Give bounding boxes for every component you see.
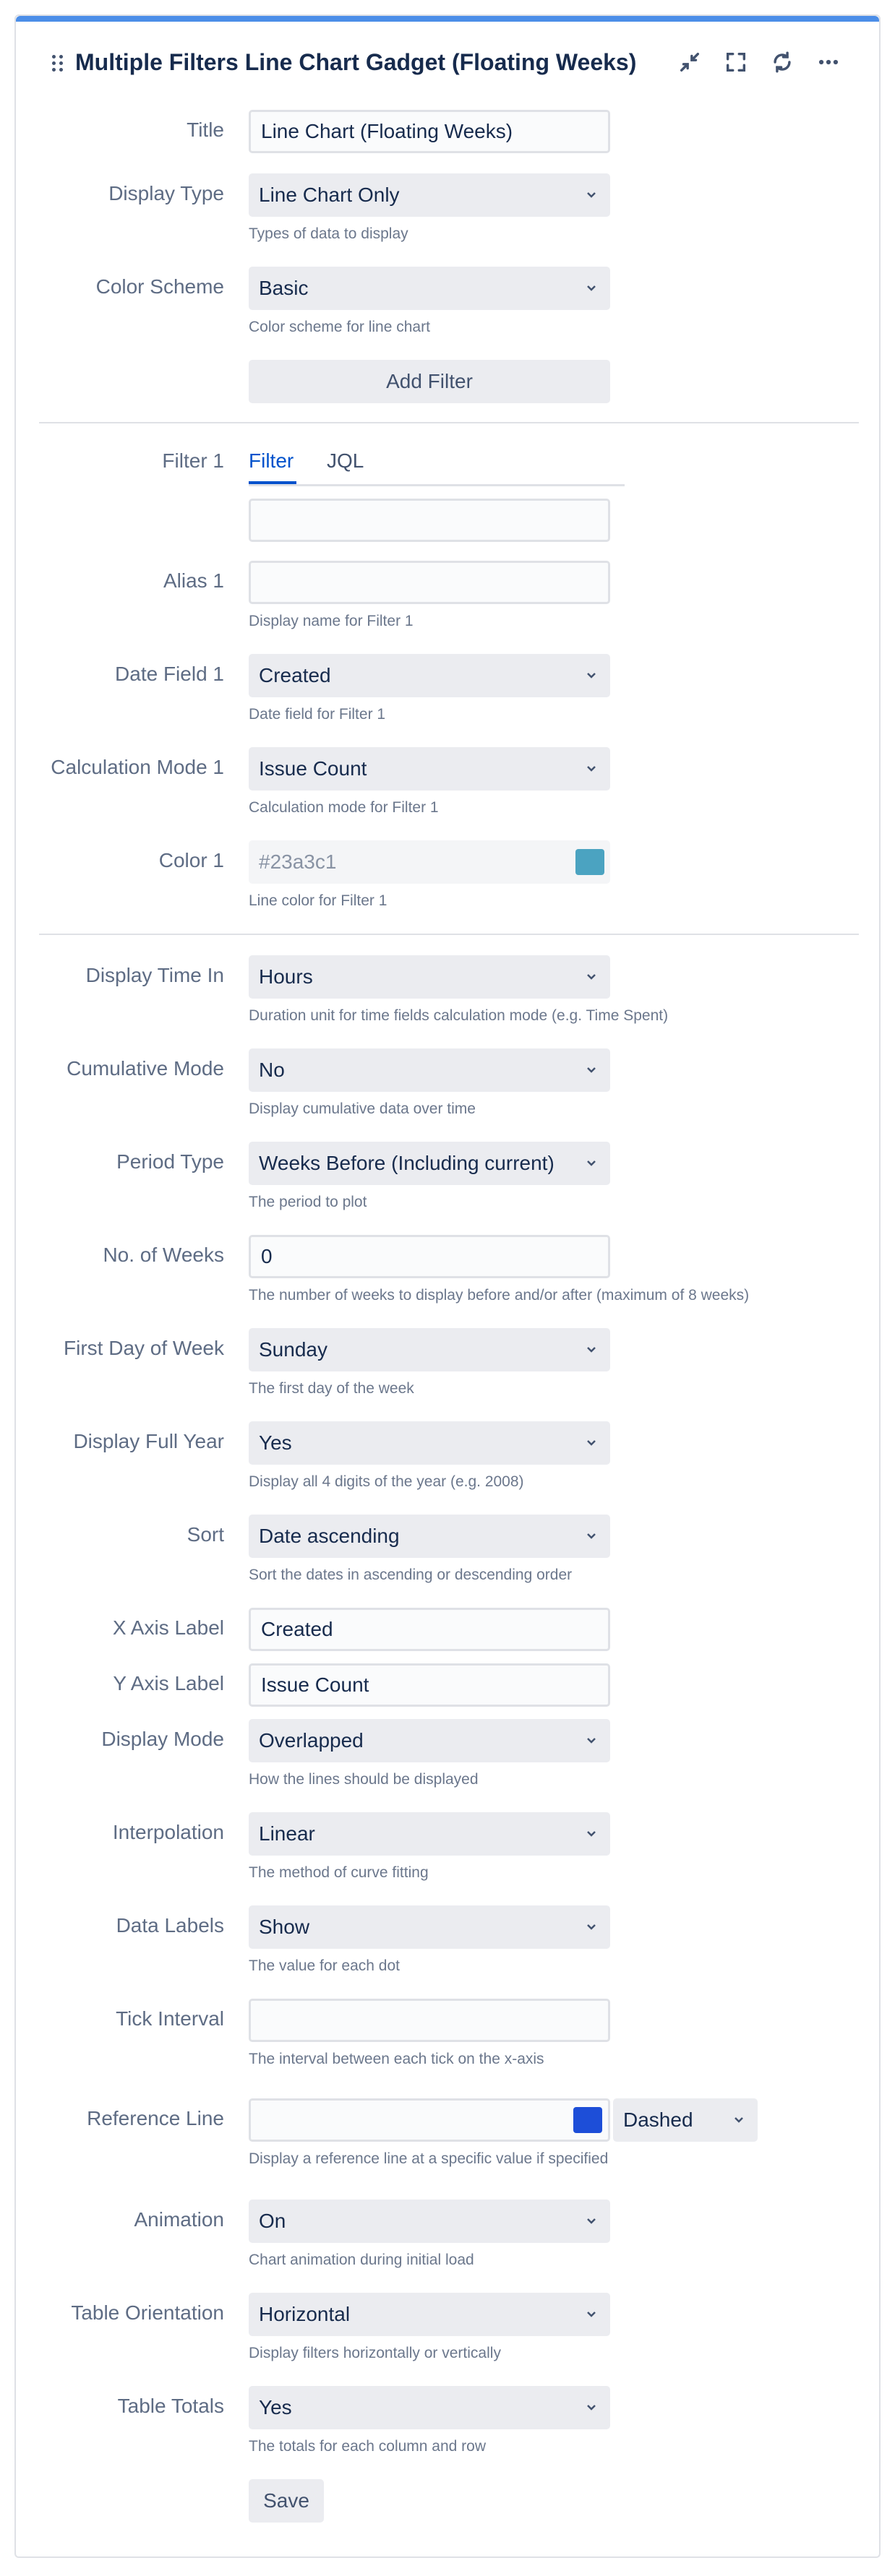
- chevron-down-icon: [584, 1920, 599, 1934]
- gadget-accent-bar: [16, 16, 879, 22]
- drag-handle-icon[interactable]: [51, 53, 67, 72]
- chevron-down-icon: [584, 2214, 599, 2228]
- first-day-label: First Day of Week: [64, 1337, 224, 1359]
- filter1-label: Filter 1: [162, 449, 224, 472]
- add-filter-button[interactable]: Add Filter: [249, 360, 610, 403]
- table-orientation-label: Table Orientation: [71, 2301, 224, 2324]
- filter1-picker-input[interactable]: [249, 499, 610, 542]
- color1-swatch[interactable]: [575, 849, 604, 875]
- chevron-down-icon: [584, 2400, 599, 2415]
- chevron-down-icon: [732, 2113, 746, 2127]
- calc-mode1-help: Calculation mode for Filter 1: [249, 799, 439, 816]
- tab-jql[interactable]: JQL: [327, 449, 364, 472]
- fullscreen-icon[interactable]: [721, 48, 750, 77]
- calc-mode1-label: Calculation Mode 1: [51, 756, 224, 778]
- animation-select[interactable]: [249, 2200, 610, 2243]
- animation-value: On: [259, 2210, 286, 2232]
- chevron-down-icon: [584, 1156, 599, 1171]
- chevron-down-icon: [584, 668, 599, 683]
- x-axis-input[interactable]: Created: [249, 1608, 610, 1651]
- color1-label: Color 1: [158, 849, 224, 871]
- full-year-select[interactable]: [249, 1421, 610, 1465]
- refresh-icon[interactable]: [768, 48, 797, 77]
- cumulative-label: Cumulative Mode: [67, 1057, 224, 1080]
- full-year-value: Yes: [259, 1431, 292, 1454]
- cumulative-help: Display cumulative data over time: [249, 1100, 476, 1117]
- chevron-down-icon: [584, 1343, 599, 1357]
- color1-help: Line color for Filter 1: [249, 892, 387, 909]
- reference-line-label: Reference Line: [87, 2107, 224, 2129]
- active-tab-indicator: [249, 481, 296, 484]
- minimize-icon[interactable]: [675, 48, 704, 77]
- animation-label: Animation: [134, 2208, 224, 2231]
- sort-value: Date ascending: [259, 1525, 400, 1547]
- chevron-down-icon: [584, 1733, 599, 1748]
- display-mode-help: How the lines should be displayed: [249, 1771, 479, 1788]
- period-type-help: The period to plot: [249, 1194, 367, 1210]
- reference-line-color-swatch[interactable]: [573, 2107, 602, 2133]
- tick-interval-help: The interval between each tick on the x-axis: [249, 2051, 544, 2067]
- tick-interval-input[interactable]: [249, 1999, 610, 2042]
- gadget-panel: [14, 14, 881, 2558]
- data-labels-select[interactable]: [249, 1905, 610, 1949]
- title-label: Title: [187, 119, 224, 141]
- first-day-select[interactable]: [249, 1328, 610, 1371]
- y-axis-input[interactable]: Issue Count: [249, 1663, 610, 1707]
- color1-value: #23a3c1: [259, 850, 337, 873]
- more-icon[interactable]: [814, 48, 843, 77]
- data-labels-help: The value for each dot: [249, 1957, 400, 1974]
- chevron-down-icon: [584, 1827, 599, 1841]
- chevron-down-icon: [584, 970, 599, 984]
- chevron-down-icon: [584, 762, 599, 776]
- date-field1-value: Created: [259, 664, 331, 686]
- table-totals-select[interactable]: [249, 2386, 610, 2429]
- data-labels-value: Show: [259, 1916, 310, 1938]
- display-type-label: Display Type: [108, 182, 224, 204]
- calc-mode1-value: Issue Count: [259, 757, 367, 780]
- table-totals-help: The totals for each column and row: [249, 2438, 487, 2455]
- interpolation-value: Linear: [259, 1822, 315, 1845]
- alias1-input[interactable]: [249, 561, 610, 604]
- display-mode-label: Display Mode: [101, 1728, 224, 1750]
- tick-interval-label: Tick Interval: [116, 2007, 224, 2030]
- chevron-down-icon: [584, 1436, 599, 1450]
- display-mode-select[interactable]: [249, 1719, 610, 1762]
- period-type-select[interactable]: [249, 1142, 610, 1185]
- display-time-label: Display Time In: [85, 964, 224, 986]
- sort-help: Sort the dates in ascending or descending order: [249, 1567, 573, 1583]
- display-type-select[interactable]: [249, 173, 610, 217]
- display-mode-value: Overlapped: [259, 1729, 364, 1752]
- data-labels-label: Data Labels: [116, 1914, 224, 1937]
- weeks-input[interactable]: 0: [249, 1235, 610, 1278]
- reference-line-style-select[interactable]: [613, 2098, 758, 2142]
- chevron-down-icon: [584, 1063, 599, 1077]
- color-scheme-value: Basic: [259, 277, 309, 299]
- gadget-title: Multiple Filters Line Chart Gadget (Floating Weeks): [75, 49, 637, 75]
- divider: [39, 934, 859, 935]
- period-type-label: Period Type: [116, 1150, 224, 1173]
- date-field1-select[interactable]: [249, 654, 610, 697]
- chevron-down-icon: [584, 188, 599, 202]
- cumulative-select[interactable]: [249, 1048, 610, 1092]
- chevron-down-icon: [584, 2307, 599, 2322]
- reference-line-style-value: Dashed: [623, 2108, 693, 2131]
- display-type-help: Types of data to display: [249, 225, 408, 242]
- color-scheme-label: Color Scheme: [95, 275, 224, 298]
- interpolation-select[interactable]: [249, 1812, 610, 1856]
- save-button[interactable]: Save: [249, 2479, 324, 2523]
- date-field1-label: Date Field 1: [115, 663, 224, 685]
- cumulative-value: No: [259, 1059, 285, 1081]
- table-orientation-help: Display filters horizontally or vertically: [249, 2345, 501, 2361]
- display-time-select[interactable]: [249, 955, 610, 999]
- tab-filter[interactable]: Filter: [249, 449, 294, 472]
- color-scheme-select[interactable]: [249, 267, 610, 310]
- table-orientation-value: Horizontal: [259, 2303, 351, 2325]
- divider: [39, 422, 859, 423]
- title-input[interactable]: Line Chart (Floating Weeks): [249, 110, 610, 153]
- display-type-value: Line Chart Only: [259, 184, 400, 206]
- first-day-help: The first day of the week: [249, 1380, 414, 1397]
- table-totals-label: Table Totals: [117, 2395, 224, 2417]
- full-year-label: Display Full Year: [73, 1430, 224, 1452]
- gadget-header: [16, 43, 879, 84]
- weeks-label: No. of Weeks: [103, 1244, 224, 1266]
- filter1-tabs: [249, 444, 625, 486]
- reference-line-input[interactable]: [249, 2098, 610, 2142]
- full-year-help: Display all 4 digits of the year (e.g. 2008): [249, 1473, 524, 1490]
- alias1-label: Alias 1: [163, 569, 224, 592]
- display-time-help: Duration unit for time fields calculation mode (e.g. Time Spent): [249, 1007, 669, 1024]
- interpolation-help: The method of curve fitting: [249, 1864, 429, 1881]
- calc-mode1-select[interactable]: [249, 747, 610, 791]
- chevron-down-icon: [584, 281, 599, 296]
- y-axis-label: Y Axis Label: [113, 1672, 224, 1694]
- table-totals-value: Yes: [259, 2396, 292, 2418]
- alias1-help: Display name for Filter 1: [249, 613, 414, 629]
- chevron-down-icon: [584, 1529, 599, 1543]
- date-field1-help: Date field for Filter 1: [249, 706, 386, 723]
- period-type-value: Weeks Before (Including current): [259, 1152, 554, 1174]
- x-axis-label: X Axis Label: [112, 1616, 224, 1639]
- first-day-value: Sunday: [259, 1338, 327, 1361]
- interpolation-label: Interpolation: [112, 1821, 224, 1843]
- display-time-value: Hours: [259, 965, 313, 988]
- reference-line-help: Display a reference line at a specific value if specified: [249, 2150, 609, 2167]
- color1-input[interactable]: [249, 840, 610, 884]
- weeks-help: The number of weeks to display before and/or after (maximum of 8 weeks): [249, 1287, 750, 1304]
- color-scheme-help: Color scheme for line chart: [249, 319, 430, 335]
- sort-label: Sort: [187, 1523, 224, 1546]
- animation-help: Chart animation during initial load: [249, 2252, 474, 2268]
- table-orientation-select[interactable]: [249, 2293, 610, 2336]
- sort-select[interactable]: [249, 1515, 610, 1558]
